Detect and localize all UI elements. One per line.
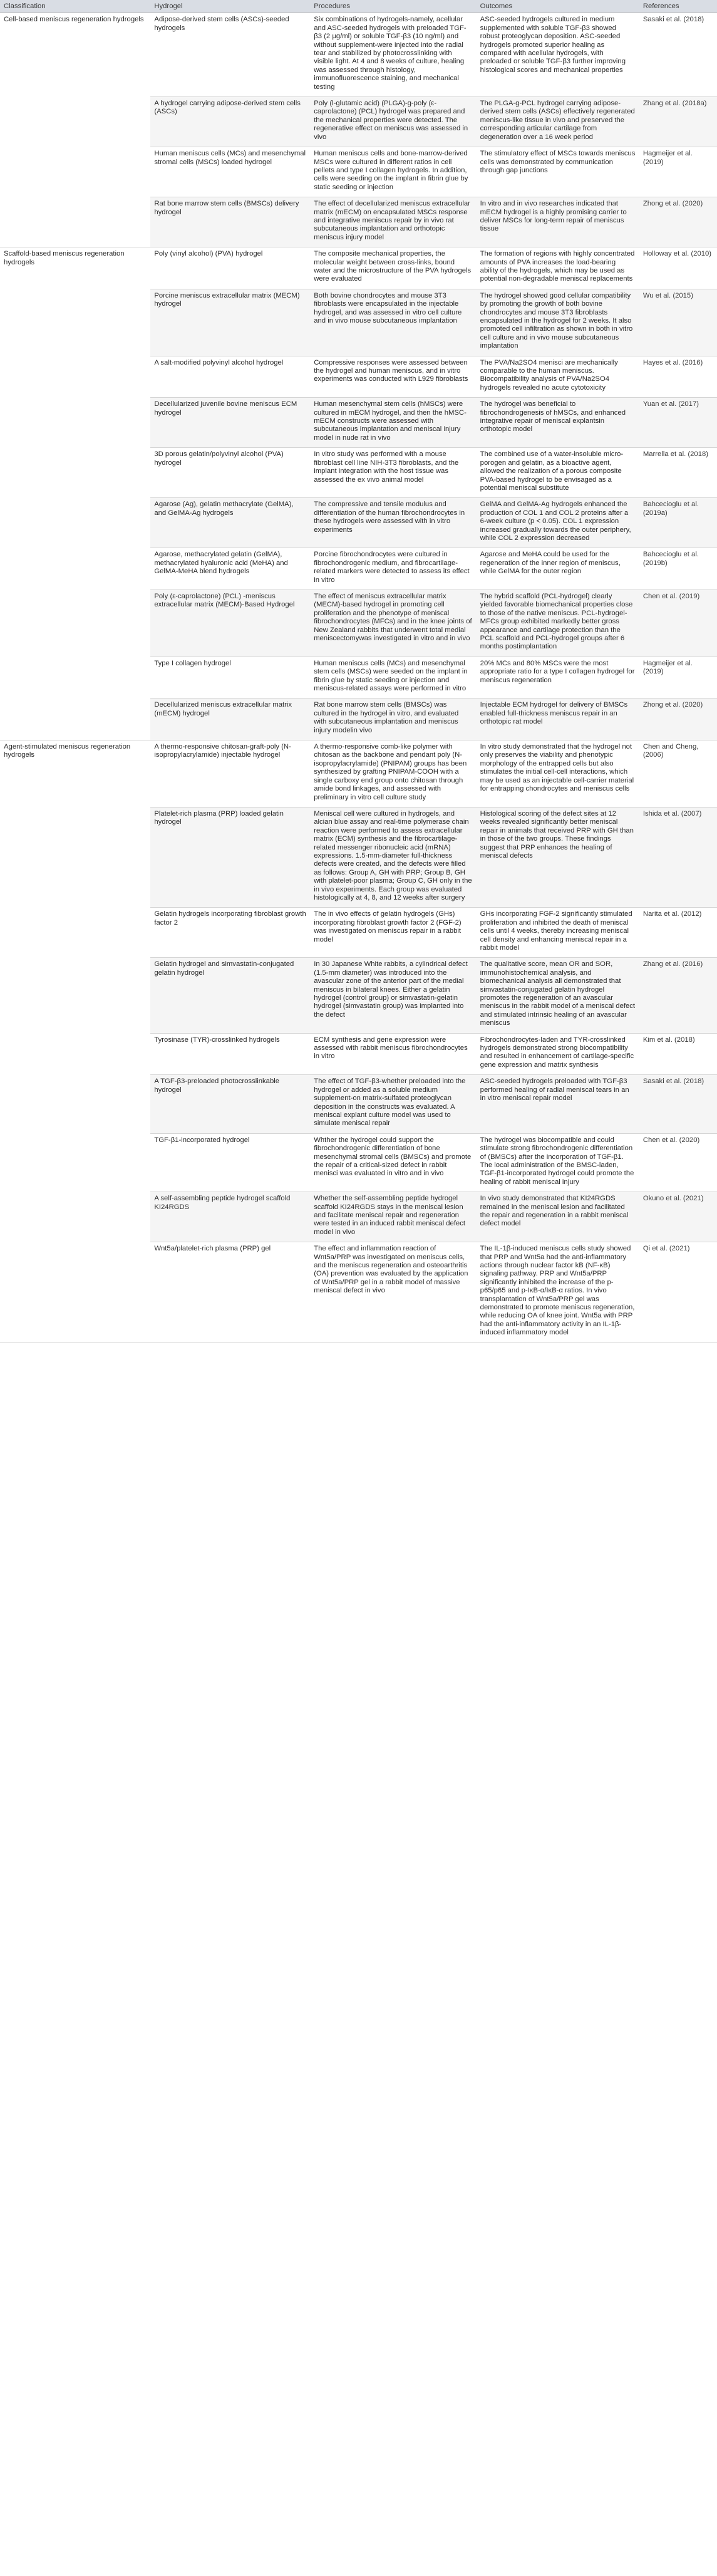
hydrogel-cell-text: A hydrogel carrying adipose-derived stem cells (ASCs) xyxy=(154,100,301,116)
references-cell-text: Hagmeijer et al. (2019) xyxy=(642,659,693,676)
procedures-cell-text: Rat bone marrow stem cells (BMSCs) was cultured in the hydrogel in vitro, and evaluated with subcutaneous implantation and meniscus injury modelin vivo xyxy=(314,701,459,734)
procedures-cell-text: Porcine fibrochondrocytes were cultured in fibrochondrogenic medium, and fibrocartilage-related markers were detected to assess its effect in vitro xyxy=(314,551,470,584)
references-cell-text: Chen and Cheng, (2006) xyxy=(642,743,699,759)
references-cell-text: Narita et al. (2012) xyxy=(642,910,702,918)
hydrogel-cell xyxy=(150,699,310,740)
procedures-cell-text: Six combinations of hydrogels-namely, acellular and ASC-seeded hydrogels with preloaded TGF-β3 (2 µg/ml) or soluble TGF-β3 (10 ng/ml) and without supplement-were injected into the radial tear and stabilized by photocrosslinking with visible light. At 4 and 8 weeks of culture, healing was assessed through histology, immunofluorescence staining, and mechanical testing xyxy=(314,16,467,91)
outcomes-cell xyxy=(477,1242,639,1343)
hydrogel-cell-text: Agarose (Ag), gelatin methacrylate (GelMA), and GelMA-Ag hydrogels xyxy=(154,501,294,517)
references-cell xyxy=(639,1033,717,1075)
classification-cell xyxy=(0,548,150,590)
outcomes-cell-text: In vivo study demonstrated that KI24RGDS remained in the meniscal lesion and facilitated the repair and regeneration in a rabbit meniscal defect model xyxy=(480,1195,629,1228)
procedures-cell xyxy=(310,1242,476,1343)
references-cell xyxy=(639,398,717,448)
outcomes-cell-text: The combined use of a water-insoluble micro-porogen and gelatin, as a bioactive agent, allowed the realization of a porous composite PVA-based hydrogel to be envisaged as a potential meniscal substitute xyxy=(480,450,624,492)
table-row xyxy=(0,1075,717,1133)
references-cell xyxy=(639,498,717,548)
table-row xyxy=(0,356,717,398)
procedures-cell xyxy=(310,740,476,808)
outcomes-cell xyxy=(477,908,639,958)
procedures-cell xyxy=(310,1133,476,1192)
outcomes-cell xyxy=(477,1133,639,1192)
hydrogel-cell-text: Agarose, methacrylated gelatin (GelMA), methacrylated hyaluronic acid (MeHA) and GelMA-MeHA blend hydrogels xyxy=(154,551,288,576)
procedures-cell xyxy=(310,247,476,289)
references-cell xyxy=(639,289,717,356)
references-cell xyxy=(639,1192,717,1242)
references-cell xyxy=(639,958,717,1033)
table-row xyxy=(0,548,717,590)
references-cell xyxy=(639,1242,717,1343)
outcomes-cell-text: The formation of regions with highly concentrated amounts of PVA increases the load-bearing ability of the hydrogels, which may be used as potential non-degradable meniscal replacements xyxy=(480,250,635,283)
hydrogel-cell-text: Gelatin hydrogel and simvastatin-conjugated gelatin hydrogel xyxy=(154,960,294,977)
outcomes-cell-text: In vitro and in vivo researches indicated that mECM hydrogel is a highly promising carrier to deliver MSCs for long-term repair of meniscus tissue xyxy=(480,200,627,233)
references-cell-text: Sasaki et al. (2018) xyxy=(642,16,704,24)
procedures-cell xyxy=(310,1075,476,1133)
table-row xyxy=(0,589,717,657)
procedures-cell xyxy=(310,398,476,448)
hydrogel-cell xyxy=(150,356,310,398)
procedures-cell-text: A thermo-responsive comb-like polymer with chitosan as the backbone and pendant poly (N-isopropylacrylamide) (PNIPAM) groups has been synthesized by grafting PNIPAM-COOH with a single carboxy end group onto chitosan through amide bond linkages, and assessed with preliminary in vitro cell culture study xyxy=(314,743,467,801)
table-row xyxy=(0,1133,717,1192)
outcomes-cell-text: GelMA and GelMA-Ag hydrogels enhanced the production of COL 1 and COL 2 proteins after a 6-week culture (p < 0.05). COL 1 expression increased gradually towards the outer periphery, while COL 2 expression decreased xyxy=(480,501,631,542)
references-cell xyxy=(639,548,717,590)
procedures-cell xyxy=(310,1033,476,1075)
header-references: References xyxy=(639,0,717,13)
references-cell-text: Zhong et al. (2020) xyxy=(642,701,703,709)
classification-cell xyxy=(0,13,150,97)
outcomes-cell-text: Agarose and MeHA could be used for the regeneration of the inner region of meniscus, while GelMA for the outer region xyxy=(480,551,621,576)
classification-cell xyxy=(0,398,150,448)
classification-cell xyxy=(0,807,150,907)
procedures-cell-text: Poly (l-glutamic acid) (PLGA)-g-poly (ε-caprolactone) (PCL) hydrogel was prepared and the mechanical properties were detected. The regenerative effect on meniscus was assessed in vivo xyxy=(314,100,468,141)
references-cell xyxy=(639,13,717,97)
table-row xyxy=(0,908,717,958)
procedures-cell xyxy=(310,807,476,907)
references-cell xyxy=(639,356,717,398)
table-row xyxy=(0,657,717,699)
outcomes-cell xyxy=(477,498,639,548)
hydrogel-cell xyxy=(150,807,310,907)
references-cell-text: Chen et al. (2020) xyxy=(642,1136,700,1144)
table-row xyxy=(0,958,717,1033)
procedures-cell-text: The effect and inflammation reaction of Wnt5a/PRP was investigated on meniscus cells, and the meniscus regeneration and osteoarthritis (OA) prevention was evaluated by the application of Wnt5a/PRP gel in a rabbit model of massive meniscal defect in vivo xyxy=(314,1245,468,1295)
outcomes-cell xyxy=(477,1075,639,1133)
header-hydrogel: Hydrogel xyxy=(150,0,310,13)
outcomes-cell-text: The hydrogel was biocompatible and could stimulate strong fibrochondrogenic differentiation of (BMSCs) after the incorporation of TGF-β1. The local administration of the BMSC-laden, TGF-β1-incorporated hydrogel could promote the healing of rabbit meniscal injury xyxy=(480,1136,634,1186)
hydrogel-cell xyxy=(150,197,310,247)
procedures-cell-text: In 30 Japanese White rabbits, a cylindrical defect (1.5-mm diameter) was introduced into the avascular zone of the anterior part of the medial meniscus in bilateral knees. Either a gelatin hydrogel (control group) or simvastatin-gelatin hydrogel (simvastatin group) was implanted into the defect xyxy=(314,960,468,1019)
hydrogel-cell xyxy=(150,247,310,289)
references-cell xyxy=(639,740,717,808)
outcomes-cell-text: Histological scoring of the defect sites at 12 weeks revealed significantly better meniscal repair in animals that received PRP with GH than in those of the two groups. These findings suggest that PRP enhances the healing of meniscal defects xyxy=(480,809,634,860)
hydrogel-cell-text: TGF-β1-incorporated hydrogel xyxy=(154,1136,250,1144)
references-cell-text: Zhang et al. (2018a) xyxy=(642,100,707,108)
procedures-cell-text: The effect of TGF-β3-whether preloaded into the hydrogel or added as a soluble medium supplement-on matrix-sulfated proteoglycan deposition in the constructs was evaluated. A meniscal explant culture model was used to simulate meniscal repair xyxy=(314,1078,466,1128)
hydrogel-cell-text: Tyrosinase (TYR)-crosslinked hydrogels xyxy=(154,1036,280,1044)
hydrogel-cell-text: Porcine meniscus extracellular matrix (MECM) hydrogel xyxy=(154,291,300,308)
header-classification: Classification xyxy=(0,0,150,13)
classification-cell xyxy=(0,908,150,958)
references-cell-text: Chen et al. (2019) xyxy=(642,592,700,600)
procedures-cell xyxy=(310,356,476,398)
hydrogel-cell-text: Poly (ε-caprolactone) (PCL) -meniscus extracellular matrix (MECM)-Based Hydrogel xyxy=(154,592,295,609)
procedures-cell xyxy=(310,548,476,590)
outcomes-cell-text: ASC-seeded hydrogels cultured in medium supplemented with soluble TGF-β3 showed robust proteoglycan deposition. ASC-seeded hydrogels promoted superior healing as compared with acellular hydrogels, with preloaded or soluble TGF-β3 further improving histological scores and mechanical properties xyxy=(480,16,626,74)
hydrogel-cell xyxy=(150,498,310,548)
procedures-cell xyxy=(310,448,476,498)
classification-cell xyxy=(0,1075,150,1133)
outcomes-cell-text: In vitro study demonstrated that the hydrogel not only preserves the viability and phenotypic morphology of the entrapped cells but also stimulates the initial cell-cell interactions, which may be used as an injectable cell-carrier material for entrapping chondrocytes and meniscus cells xyxy=(480,743,634,793)
outcomes-cell xyxy=(477,97,639,147)
outcomes-cell-text: The hybrid scaffold (PCL-hydrogel) clearly yielded favorable biomechanical properties close to those of the native meniscus. PCL-hydrogel-MFCs group exhibited markedly better gross appearance and cartilage protection than the PCL scaffold and PCL-hydrogel groups after 6 months postimplantation xyxy=(480,592,633,651)
classification-cell xyxy=(0,958,150,1033)
hydrogel-cell-text: Decellularized juvenile bovine meniscus ECM hydrogel xyxy=(154,400,297,417)
classification-cell xyxy=(0,289,150,356)
outcomes-cell-text: The hydrogel was beneficial to fibrochondrogenesis of hMSCs, and enhanced integrative repair of meniscal explantsin orthotopic model xyxy=(480,400,626,434)
outcomes-cell-text: The PVA/Na2SO4 menisci are mechanically comparable to the human meniscus. Biocompatibility analysis of PVA/Na2SO4 hydrogels revealed no acute cytotoxicity xyxy=(480,358,618,392)
references-cell xyxy=(639,147,717,197)
table-row xyxy=(0,498,717,548)
references-cell-text: Sasaki et al. (2018) xyxy=(642,1078,704,1086)
hydrogel-cell-text: Adipose-derived stem cells (ASCs)-seeded hydrogels xyxy=(154,16,289,32)
classification-cell xyxy=(0,1192,150,1242)
references-cell xyxy=(639,807,717,907)
table-row xyxy=(0,1192,717,1242)
hydrogel-cell xyxy=(150,1075,310,1133)
procedures-cell xyxy=(310,699,476,740)
outcomes-cell xyxy=(477,247,639,289)
table-row xyxy=(0,247,717,289)
table-row xyxy=(0,289,717,356)
classification-cell xyxy=(0,448,150,498)
classification-label: Scaffold-based meniscus regeneration hydrogels xyxy=(4,250,125,266)
references-cell-text: Qi et al. (2021) xyxy=(642,1245,690,1253)
outcomes-cell xyxy=(477,398,639,448)
outcomes-cell-text: The hydrogel showed good cellular compatibility by promoting the growth of both bovine chondrocytes and mouse 3T3 fibroblasts encapsulated in the hydrogel for 2 weeks. It also promoted cell infiltration as shown in both in vitro cell culture and in vivo mouse subcutaneous implantation xyxy=(480,291,633,350)
outcomes-cell xyxy=(477,197,639,247)
outcomes-cell xyxy=(477,1033,639,1075)
outcomes-cell-text: 20% MCs and 80% MSCs were the most appropriate ratio for a type I collagen hydrogel for meniscus regeneration xyxy=(480,659,635,684)
classification-cell xyxy=(0,589,150,657)
procedures-cell xyxy=(310,498,476,548)
procedures-cell xyxy=(310,958,476,1033)
hydrogel-cell xyxy=(150,908,310,958)
references-cell xyxy=(639,197,717,247)
hydrogel-cell xyxy=(150,657,310,699)
procedures-cell-text: Human meniscus cells and bone-marrow-derived MSCs were cultured in different ratios in cell pellets and type I collagen hydrogels. In addition, cells were seeding on the implant in fibrin glue by static seeding or injection xyxy=(314,150,468,191)
procedures-cell-text: Whther the hydrogel could support the fibrochondrogenic differentiation of bone mesenchymal stromal cells (BMSCs) and promote the repair of a critical-sized defect in rabbit menisci was evaluated in vitro and in vivo xyxy=(314,1136,472,1178)
procedures-cell-text: Human mesenchymal stem cells (hMSCs) were cultured in mECM hydrogel, and then the hMSC-mECM constructs were assessed with subcutaneous implantation and meniscal injury model in nude rat in vivo xyxy=(314,400,467,442)
hydrogel-cell-text: Type I collagen hydrogel xyxy=(154,659,231,667)
hydrogel-cell xyxy=(150,548,310,590)
hydrogel-cell xyxy=(150,1133,310,1192)
procedures-cell-text: The composite mechanical properties, the molecular weight between cross-links, bound water and the microstructure of the PVA hydrogels were evaluated xyxy=(314,250,472,283)
outcomes-cell xyxy=(477,699,639,740)
outcomes-cell-text: Injectable ECM hydrogel for delivery of BMSCs enabled full-thickness meniscus repair in an orthotopic rat model xyxy=(480,701,628,726)
procedures-cell-text: The compressive and tensile modulus and differentiation of the human fibrochondrocytes in these hydrogels were assessed with in vitro experiments xyxy=(314,501,465,534)
hydrogel-cell xyxy=(150,147,310,197)
header-outcomes: Outcomes xyxy=(477,0,639,13)
table-row xyxy=(0,197,717,247)
classification-cell xyxy=(0,197,150,247)
outcomes-cell xyxy=(477,1192,639,1242)
hydrogel-cell-text: Wnt5a/platelet-rich plasma (PRP) gel xyxy=(154,1245,271,1253)
outcomes-cell xyxy=(477,448,639,498)
procedures-cell xyxy=(310,1192,476,1242)
classification-cell xyxy=(0,97,150,147)
header-row xyxy=(0,0,717,13)
references-cell-text: Kim et al. (2018) xyxy=(642,1036,695,1044)
hydrogel-cell-text: A thermo-responsive chitosan-graft-poly (N-isopropylacrylamide) injectable hydrogel xyxy=(154,743,291,759)
references-cell-text: Bahcecioglu et al. (2019a) xyxy=(642,501,699,517)
hydrogel-cell-text: 3D porous gelatin/polyvinyl alcohol (PVA) hydrogel xyxy=(154,450,284,467)
hydrogel-cell xyxy=(150,448,310,498)
classification-label: Cell-based meniscus regeneration hydrogels xyxy=(4,16,144,24)
header-procedures: Procedures xyxy=(310,0,476,13)
hydrogel-cell-text: A TGF-β3-preloaded photocrosslinkable hydrogel xyxy=(154,1078,280,1094)
procedures-cell xyxy=(310,13,476,97)
hydrogel-cell xyxy=(150,289,310,356)
table-row xyxy=(0,1242,717,1343)
references-cell xyxy=(639,657,717,699)
outcomes-cell xyxy=(477,13,639,97)
references-cell xyxy=(639,1075,717,1133)
references-cell-text: Hagmeijer et al. (2019) xyxy=(642,150,693,166)
references-cell-text: Hayes et al. (2016) xyxy=(642,358,703,366)
hydrogel-cell-text: Poly (vinyl alcohol) (PVA) hydrogel xyxy=(154,250,263,258)
procedures-cell-text: The effect of meniscus extracellular matrix (MECM)-based hydrogel in promoting cell proliferation and the phenotype of meniscal fibrochondrocytes (MFCs) and in the knee joints of New Zealand rabbits that underwent total medial meniscectomywas investigated in vitro and in vivo xyxy=(314,592,472,642)
hydrogel-cell xyxy=(150,13,310,97)
hydrogel-cell-text: A salt-modified polyvinyl alcohol hydrogel xyxy=(154,358,284,366)
classification-cell xyxy=(0,356,150,398)
outcomes-cell xyxy=(477,740,639,808)
classification-cell xyxy=(0,657,150,699)
references-cell-text: Okuno et al. (2021) xyxy=(642,1195,704,1203)
references-cell-text: Holloway et al. (2010) xyxy=(642,250,712,258)
classification-cell xyxy=(0,699,150,740)
classification-cell xyxy=(0,147,150,197)
procedures-cell xyxy=(310,289,476,356)
outcomes-cell xyxy=(477,807,639,907)
table-row xyxy=(0,699,717,740)
procedures-cell xyxy=(310,97,476,147)
classification-cell xyxy=(0,740,150,808)
procedures-cell-text: ECM synthesis and gene expression were assessed with rabbit meniscus fibrochondrocytes in vitro xyxy=(314,1036,468,1061)
hydrogel-cell xyxy=(150,589,310,657)
references-cell-text: Bahcecioglu et al. (2019b) xyxy=(642,551,699,567)
procedures-cell-text: The effect of decellularized meniscus extracellular matrix (mECM) on encapsulated MSCs response and integrative meniscus repair by in vivo rat subcutaneous implantation and orthotopic meniscus injury model xyxy=(314,200,470,241)
references-cell-text: Wu et al. (2015) xyxy=(642,291,693,299)
procedures-cell-text: Both bovine chondrocytes and mouse 3T3 fibroblasts were encapsulated in the injectable hydrogel, and was assessed in vitro cell culture and in vivo mouse subcutaneous implantation xyxy=(314,291,462,325)
procedures-cell-text: Compressive responses were assessed between the hydrogel and human meniscus, and in vitro experiments was conducted with L929 fibroblasts xyxy=(314,358,468,383)
procedures-cell xyxy=(310,589,476,657)
hydrogel-cell-text: A self-assembling peptide hydrogel scaffold KI24RGDS xyxy=(154,1195,291,1211)
hydrogel-cell xyxy=(150,97,310,147)
hydrogel-cell-text: Rat bone marrow stem cells (BMSCs) delivery hydrogel xyxy=(154,200,299,216)
classification-cell xyxy=(0,247,150,289)
hydrogel-cell xyxy=(150,1192,310,1242)
references-cell-text: Zhang et al. (2016) xyxy=(642,960,703,969)
outcomes-cell-text: The qualitative score, mean OR and SOR, immunohistochemical analysis, and biomechanical analysis all demonstrated that simvastatin-conjugated gelatin hydrogel promotes the regeneration of an avascular meniscus in the rabbit model of a meniscal defect and stimulated intrinsic healing of an avascular meniscus xyxy=(480,960,636,1027)
procedures-cell xyxy=(310,147,476,197)
procedures-cell-text: Human meniscus cells (MCs) and mesenchymal stem cells (MSCs) were seeded on the implant in fibrin glue by static seeding or injection and meniscus-related assays were performed in vitro xyxy=(314,659,468,693)
table-body xyxy=(0,13,717,1343)
table-row xyxy=(0,807,717,907)
outcomes-cell-text: The PLGA-g-PCL hydrogel carrying adipose-derived stem cells (ASCs) effectively regenerated meniscus-like tissue in vivo and preserved the corresponding articular cartilage from degeneration over a 16 week period xyxy=(480,100,635,141)
outcomes-cell xyxy=(477,548,639,590)
procedures-cell-text: Meniscal cell were cultured in hydrogels, and alcian blue assay and real-time polymerase chain reaction were performed to assess extracellular matrix (ECM) synthesis and the fibrocartilage-related messenger ribonucleic acid (mRNA) expressions. 1.5-mm-diameter full-thickness defects were created, and the defects were filled as follows: Group A, GH with PRP; Group B, GH with platelet-poor plasma; Group C, GH only in the in vivo experiments. Each group was evaluated histologically at 4, 8, and 12 weeks after surgery xyxy=(314,809,472,901)
table-row xyxy=(0,97,717,147)
references-cell xyxy=(639,97,717,147)
classification-cell xyxy=(0,498,150,548)
procedures-cell-text: In vitro study was performed with a mouse fibroblast cell line NIH-3T3 fibroblasts, and the implant integration with the host tissue was assessed the ex vivo animal model xyxy=(314,450,459,484)
outcomes-cell-text: ASC-seeded hydrogels preloaded with TGF-β3 performed healing of radial meniscal tears in an in vitro meniscal repair model xyxy=(480,1078,629,1103)
hydrogel-cell-text: Platelet-rich plasma (PRP) loaded gelatin hydrogel xyxy=(154,809,284,826)
outcomes-cell xyxy=(477,657,639,699)
references-cell xyxy=(639,448,717,498)
table-row xyxy=(0,13,717,97)
table-row xyxy=(0,740,717,808)
hydrogel-cell xyxy=(150,1033,310,1075)
table-row xyxy=(0,1033,717,1075)
outcomes-cell xyxy=(477,147,639,197)
hydrogel-cell xyxy=(150,1242,310,1343)
classification-label: Agent-stimulated meniscus regeneration hydrogels xyxy=(4,743,131,759)
procedures-cell-text: The in vivo effects of gelatin hydrogels (GHs) incorporating fibroblast growth factor 2 (FGF-2) was investigated on meniscus repair in a rabbit model xyxy=(314,910,462,943)
references-cell-text: Yuan et al. (2017) xyxy=(642,400,699,408)
procedures-cell xyxy=(310,657,476,699)
table-row xyxy=(0,147,717,197)
hydrogel-cell xyxy=(150,398,310,448)
references-cell xyxy=(639,1133,717,1192)
references-cell xyxy=(639,247,717,289)
hydrogel-cell xyxy=(150,958,310,1033)
hydrogel-cell-text: Decellularized meniscus extracellular matrix (mECM) hydrogel xyxy=(154,701,292,717)
outcomes-cell-text: GHs incorporating FGF-2 significantly stimulated proliferation and inhibited the death of meniscal cells until 4 weeks, thereby increasing meniscal cell density and enhancing meniscal repair in a rabbit model xyxy=(480,910,632,952)
table-row xyxy=(0,448,717,498)
procedures-cell-text: Whether the self-assembling peptide hydrogel scaffold KI24RGDS stays in the meniscal lesion and facilitate meniscal repair and regeneration were tested in an induced rabbit meniscal defect model in vivo xyxy=(314,1195,465,1236)
outcomes-cell xyxy=(477,958,639,1033)
hydrogel-cell-text: Gelatin hydrogels incorporating fibroblast growth factor 2 xyxy=(154,910,306,927)
references-cell-text: Ishida et al. (2007) xyxy=(642,809,702,818)
classification-cell xyxy=(0,1242,150,1343)
outcomes-cell xyxy=(477,289,639,356)
outcomes-cell-text: The IL-1β-induced meniscus cells study showed that PRP and Wnt5a had the anti-inflammatory actions through nuclear factor kB (NF-κB) signaling pathway. PRP and Wnt5a/PRP significantly inhibited the increase of the p-p65/p65 and p-IκB-α/IκB-α ratios. In vivo transplantation of Wnt5a/PRP gel was demonstrated to promote meniscus regeneration, while reducing OA of knee joint. Wnt5a with PRP had the anti-inflammatory activity in an IL-1β-induced inflammatory model xyxy=(480,1245,635,1337)
outcomes-cell-text: The stimulatory effect of MSCs towards meniscus cells was demonstrated by communication through gap junctions xyxy=(480,150,636,174)
hydrogel-cell xyxy=(150,740,310,808)
classification-cell xyxy=(0,1033,150,1075)
procedures-cell xyxy=(310,908,476,958)
references-cell-text: Zhong et al. (2020) xyxy=(642,200,703,208)
references-cell xyxy=(639,908,717,958)
table-header xyxy=(0,0,717,13)
outcomes-cell xyxy=(477,356,639,398)
hydrogel-cell-text: Human meniscus cells (MCs) and mesenchymal stromal cells (MSCs) loaded hydrogel xyxy=(154,150,306,166)
outcomes-cell-text: Fibrochondrocytes-laden and TYR-crosslinked hydrogels demonstrated strong biocompatibility and resulted in enhancement of cartilage-specific gene expression and matrix synthesis xyxy=(480,1036,634,1069)
classification-cell xyxy=(0,1133,150,1192)
outcomes-cell xyxy=(477,589,639,657)
table-row xyxy=(0,398,717,448)
references-cell-text: Marrella et al. (2018) xyxy=(642,450,709,459)
references-cell xyxy=(639,589,717,657)
references-cell xyxy=(639,699,717,740)
procedures-cell xyxy=(310,197,476,247)
